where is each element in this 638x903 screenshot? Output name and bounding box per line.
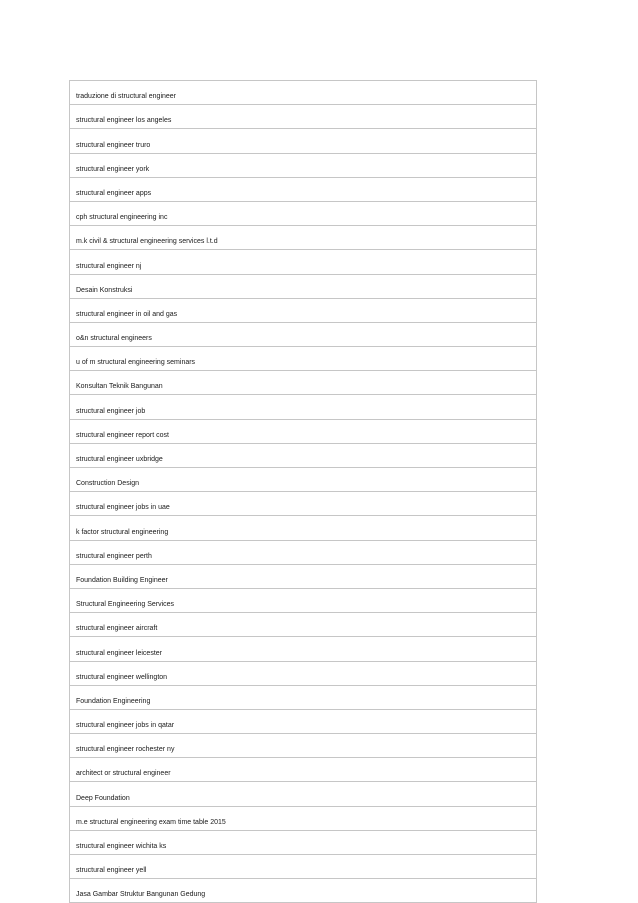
keyword-cell: structural engineer truro <box>70 129 537 153</box>
keyword-cell: structural engineer perth <box>70 540 537 564</box>
keyword-cell: structural engineer wellington <box>70 661 537 685</box>
keyword-cell: structural engineer los angeles <box>70 105 537 129</box>
table-row <box>70 371 537 395</box>
keyword-cell: structural engineer uxbridge <box>70 443 537 467</box>
keyword-cell: structural engineer apps <box>70 177 537 201</box>
table-row <box>70 468 537 492</box>
table-row <box>70 830 537 854</box>
table-row <box>70 129 537 153</box>
table-row <box>70 419 537 443</box>
table-row <box>70 516 537 540</box>
table-row <box>70 105 537 129</box>
keyword-cell: Structural Engineering Services <box>70 588 537 612</box>
keyword-cell: m.k civil & structural engineering services l.t.d <box>70 226 537 250</box>
keyword-cell: m.e structural engineering exam time table 2015 <box>70 806 537 830</box>
keyword-cell: traduzione di structural engineer <box>70 81 537 105</box>
keyword-cell: structural engineer rochester ny <box>70 734 537 758</box>
keyword-cell: structural engineer wichita ks <box>70 830 537 854</box>
keyword-cell: structural engineer in oil and gas <box>70 298 537 322</box>
keyword-cell: Foundation Building Engineer <box>70 564 537 588</box>
table-row <box>70 540 537 564</box>
table-row <box>70 298 537 322</box>
table-row <box>70 879 537 903</box>
keyword-cell: o&n structural engineers <box>70 322 537 346</box>
table-row <box>70 758 537 782</box>
keyword-cell: Konsultan Teknik Bangunan <box>70 371 537 395</box>
keyword-table <box>69 80 537 903</box>
table-row <box>70 661 537 685</box>
table-row <box>70 274 537 298</box>
keyword-cell: Desain Konstruksi <box>70 274 537 298</box>
keyword-cell: structural engineer aircraft <box>70 613 537 637</box>
table-row <box>70 492 537 516</box>
table-row <box>70 855 537 879</box>
keyword-cell: Foundation Engineering <box>70 685 537 709</box>
keyword-cell: u of m structural engineering seminars <box>70 347 537 371</box>
keyword-cell: k factor structural engineering <box>70 516 537 540</box>
keyword-cell: Deep Foundation <box>70 782 537 806</box>
table-row <box>70 443 537 467</box>
table-row <box>70 637 537 661</box>
table-row <box>70 685 537 709</box>
keyword-cell: structural engineer yell <box>70 855 537 879</box>
table-row <box>70 395 537 419</box>
table-row <box>70 588 537 612</box>
table-row <box>70 177 537 201</box>
table-row <box>70 806 537 830</box>
keyword-cell: structural engineer jobs in uae <box>70 492 537 516</box>
keyword-cell: Jasa Gambar Struktur Bangunan Gedung <box>70 879 537 903</box>
keyword-cell: architect or structural engineer <box>70 758 537 782</box>
table-row <box>70 347 537 371</box>
keyword-cell: structural engineer nj <box>70 250 537 274</box>
table-row <box>70 613 537 637</box>
table-row <box>70 81 537 105</box>
keyword-cell: structural engineer job <box>70 395 537 419</box>
table-row <box>70 782 537 806</box>
keyword-cell: structural engineer report cost <box>70 419 537 443</box>
table-row <box>70 709 537 733</box>
keyword-cell: Construction Design <box>70 468 537 492</box>
table-row <box>70 226 537 250</box>
keyword-table-body <box>70 81 537 903</box>
table-row <box>70 201 537 225</box>
keyword-cell: structural engineer leicester <box>70 637 537 661</box>
table-row <box>70 564 537 588</box>
keyword-cell: cph structural engineering inc <box>70 201 537 225</box>
table-row <box>70 153 537 177</box>
table-row <box>70 322 537 346</box>
keyword-cell: structural engineer jobs in qatar <box>70 709 537 733</box>
table-row <box>70 250 537 274</box>
keyword-cell: structural engineer york <box>70 153 537 177</box>
table-row <box>70 734 537 758</box>
